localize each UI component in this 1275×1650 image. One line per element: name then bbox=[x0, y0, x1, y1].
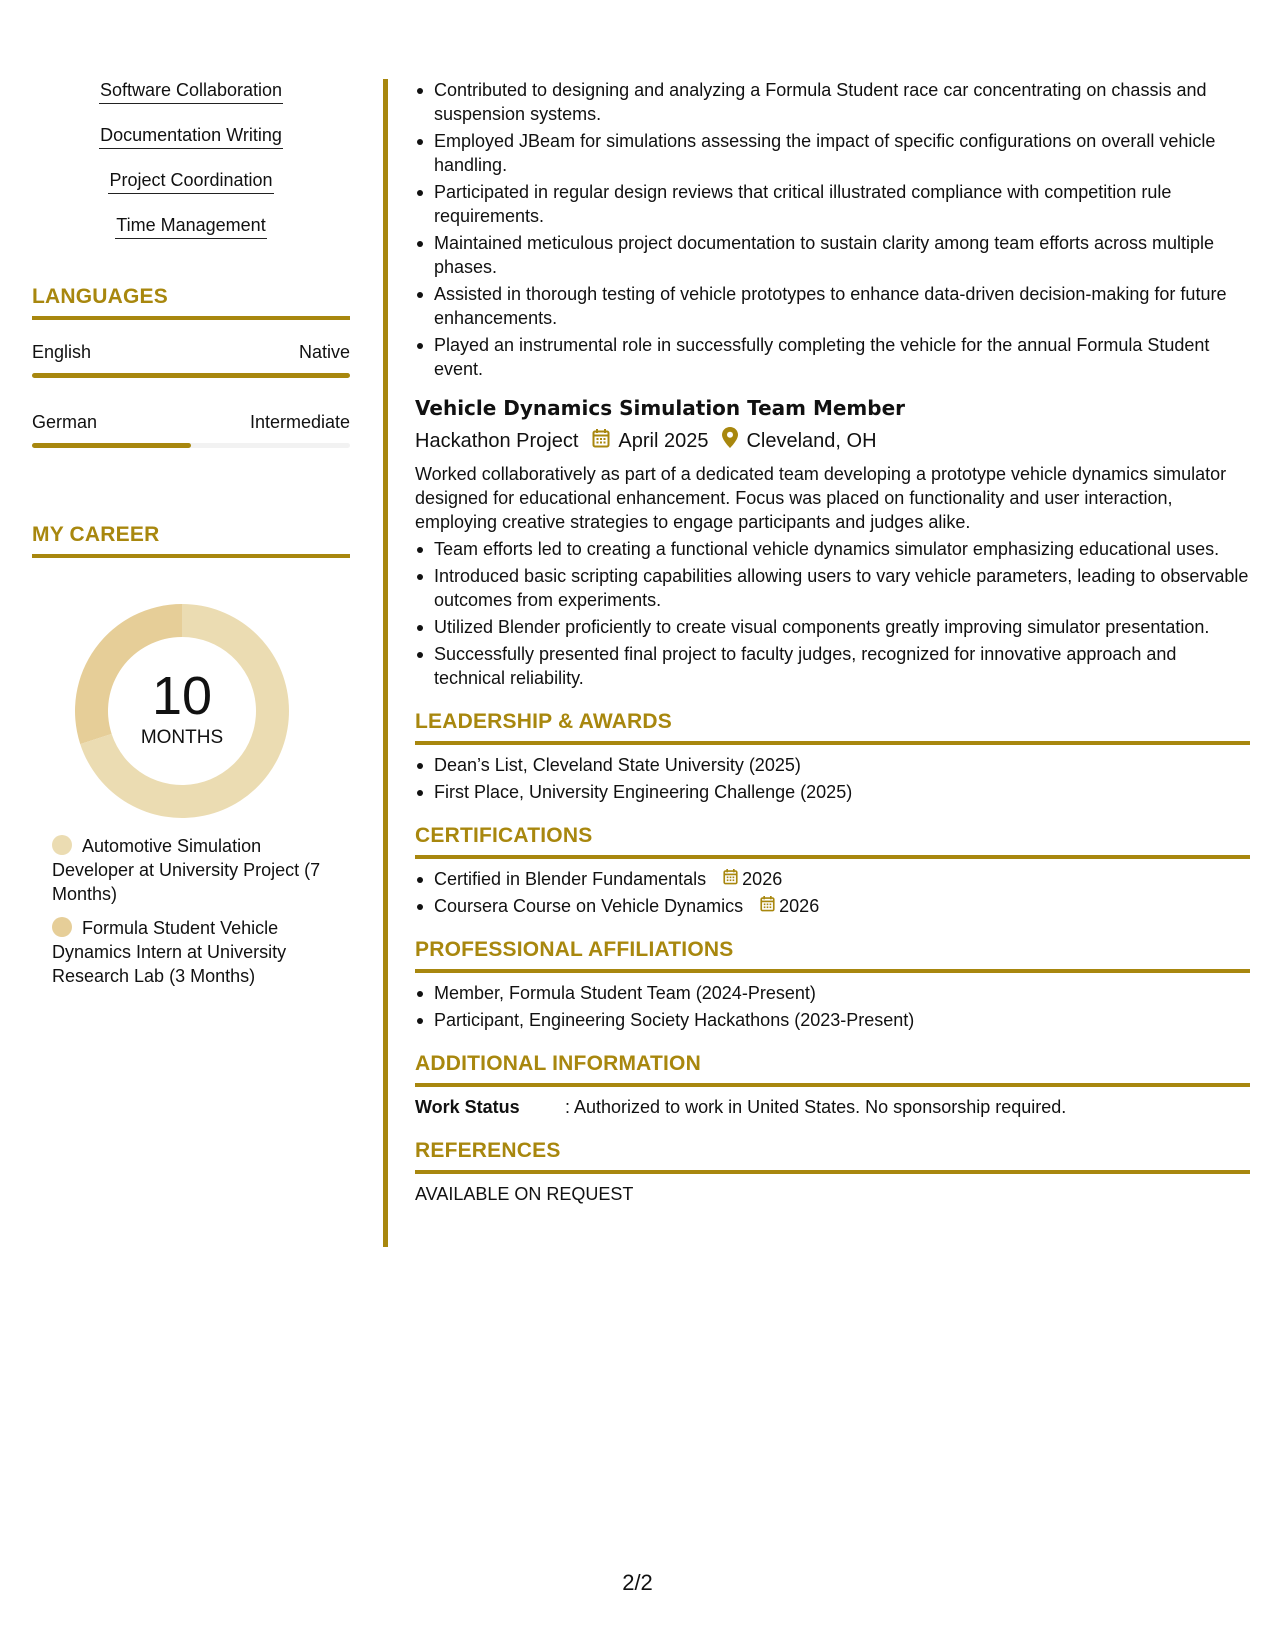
bullet-item: Played an instrumental role in successfully completing the vehicle for the annual Formula Student event. bbox=[434, 333, 1250, 381]
certification-year: 2026 bbox=[779, 896, 820, 916]
language-entry bbox=[32, 341, 350, 378]
job-location: Cleveland, OH bbox=[746, 430, 877, 452]
bullet-item: Participated in regular design reviews that critical illustrated compliance with competition rule requirements. bbox=[434, 180, 1250, 228]
calendar-icon bbox=[760, 894, 779, 918]
legend-dot-icon bbox=[52, 835, 72, 855]
languages-title: LANGUAGES bbox=[32, 285, 168, 308]
bullet-item: Successfully presented final project to faculty judges, recognized for innovative approach and technical reliability. bbox=[434, 642, 1250, 690]
certification-name: Coursera Course on Vehicle Dynamics bbox=[434, 896, 744, 916]
section-rule bbox=[415, 1083, 1250, 1087]
bullet-item: Utilized Blender proficiently to create visual components greatly improving simulator presentation. bbox=[434, 615, 1250, 639]
certification-name: Certified in Blender Fundamentals bbox=[434, 869, 707, 889]
main-column bbox=[415, 78, 1250, 1206]
bullet-item: Assisted in thorough testing of vehicle prototypes to enhance data-driven decision-making for future enhancements. bbox=[434, 282, 1250, 330]
bullet-item: First Place, University Engineering Challenge (2025) bbox=[434, 780, 1250, 804]
map-pin-icon bbox=[722, 427, 738, 455]
languages-section bbox=[32, 284, 350, 448]
experience-bullets bbox=[415, 78, 1250, 381]
career-legend-item bbox=[52, 834, 322, 906]
language-name: English bbox=[32, 342, 92, 362]
certification-item bbox=[434, 867, 1250, 891]
additional-info-title: ADDITIONAL INFORMATION bbox=[415, 1052, 701, 1075]
calendar-icon bbox=[592, 428, 610, 455]
skill-item: Time Management bbox=[115, 213, 266, 239]
language-name: German bbox=[32, 412, 98, 432]
career-donut bbox=[32, 596, 350, 834]
skills-list bbox=[32, 78, 350, 258]
bullet-item: Team efforts led to creating a functional vehicle dynamics simulator emphasizing educational uses. bbox=[434, 537, 1250, 561]
language-entry bbox=[32, 411, 350, 448]
language-bar-fill bbox=[32, 373, 350, 378]
job-company: Hackathon Project bbox=[415, 430, 579, 452]
certifications-title: CERTIFICATIONS bbox=[415, 824, 593, 847]
leadership-section bbox=[415, 709, 1250, 804]
bullet-item: Dean’s List, Cleveland State University (2025) bbox=[434, 753, 1250, 777]
additional-info-section bbox=[415, 1051, 1250, 1119]
language-bar bbox=[32, 443, 350, 448]
section-rule bbox=[415, 1170, 1250, 1174]
references-title: REFERENCES bbox=[415, 1139, 561, 1162]
job-description: Worked collaboratively as part of a dedicated team developing a prototype vehicle dynamics simulator designed for educational enhancement. Focus was placed on functionality and user interaction, employing creative strategies to engage participants and judges alike. bbox=[415, 464, 1227, 532]
references-section bbox=[415, 1138, 1250, 1206]
career-legend bbox=[52, 834, 322, 988]
sidebar bbox=[32, 78, 350, 998]
section-rule bbox=[32, 316, 350, 320]
certifications-section bbox=[415, 823, 1250, 918]
certification-item bbox=[434, 894, 1250, 918]
affiliations-title: PROFESSIONAL AFFILIATIONS bbox=[415, 938, 734, 961]
career-total-unit: MONTHS bbox=[140, 727, 224, 748]
work-status-label: Work Status bbox=[415, 1097, 520, 1117]
calendar-icon bbox=[723, 867, 742, 891]
work-status-row bbox=[415, 1095, 1250, 1119]
language-level: Native bbox=[298, 342, 350, 362]
leadership-title: LEADERSHIP & AWARDS bbox=[415, 710, 672, 733]
language-level: Intermediate bbox=[249, 412, 350, 432]
career-total-number: 10 bbox=[151, 666, 213, 726]
section-rule bbox=[415, 741, 1250, 745]
career-title: MY CAREER bbox=[32, 523, 160, 546]
work-status-value: : Authorized to work in United States. No sponsorship required. bbox=[565, 1097, 1067, 1117]
page-number: 2/2 bbox=[622, 1570, 653, 1595]
skill-item: Project Coordination bbox=[108, 168, 273, 194]
skill-item: Documentation Writing bbox=[99, 123, 283, 149]
career-section bbox=[32, 522, 350, 988]
bullet-item: Employed JBeam for simulations assessing the impact of specific configurations on overall vehicle handling. bbox=[434, 129, 1250, 177]
career-legend-text: Formula Student Vehicle Dynamics Intern at University Research Lab (3 Months) bbox=[52, 918, 287, 986]
job-date: April 2025 bbox=[618, 430, 709, 452]
job-bullets bbox=[415, 537, 1250, 690]
bullet-item: Member, Formula Student Team (2024-Present) bbox=[434, 981, 1250, 1005]
bullet-item: Contributed to designing and analyzing a Formula Student race car concentrating on chassis and suspension systems. bbox=[434, 78, 1250, 126]
bullet-item: Participant, Engineering Society Hackathons (2023-Present) bbox=[434, 1008, 1250, 1032]
bullet-item: Maintained meticulous project documentation to sustain clarity among team efforts across multiple phases. bbox=[434, 231, 1250, 279]
skill-item: Software Collaboration bbox=[99, 78, 283, 104]
column-divider bbox=[383, 79, 388, 1247]
bullet-item: Introduced basic scripting capabilities allowing users to vary vehicle parameters, leading to observable outcomes from experiments. bbox=[434, 566, 1249, 610]
job-title: Vehicle Dynamics Simulation Team Member bbox=[415, 396, 906, 420]
section-rule bbox=[415, 855, 1250, 859]
language-bar bbox=[32, 373, 350, 378]
section-rule bbox=[32, 554, 350, 558]
legend-dot-icon bbox=[52, 917, 72, 937]
career-legend-item bbox=[52, 916, 322, 988]
career-legend-text: Automotive Simulation Developer at University Project (7 Months) bbox=[52, 836, 321, 904]
job-meta bbox=[415, 427, 1250, 455]
references-text: AVAILABLE ON REQUEST bbox=[415, 1184, 634, 1204]
certification-year: 2026 bbox=[742, 869, 783, 889]
language-bar-fill bbox=[32, 443, 191, 448]
section-rule bbox=[415, 969, 1250, 973]
affiliations-section bbox=[415, 937, 1250, 1032]
